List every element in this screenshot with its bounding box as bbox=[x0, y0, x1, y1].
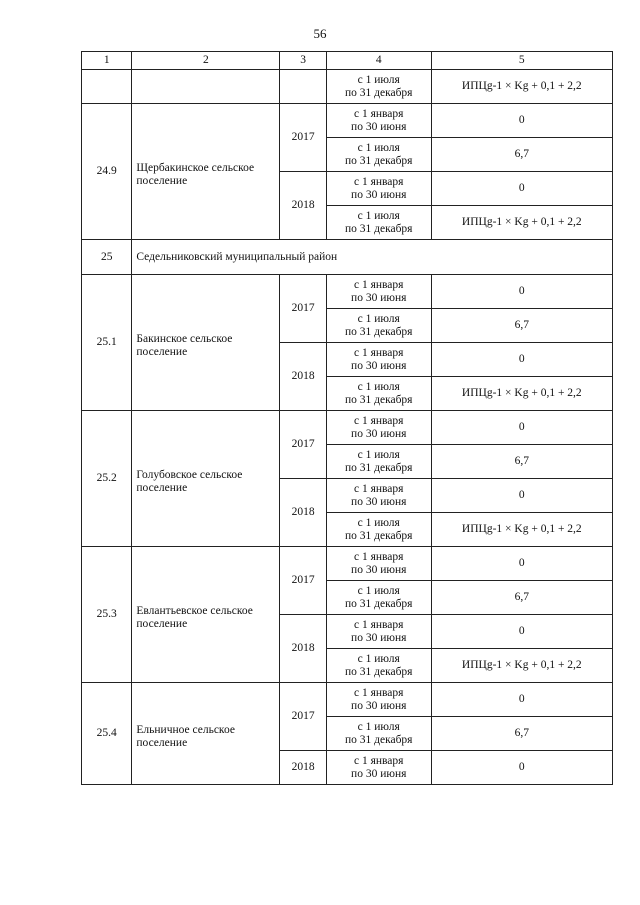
settlement-name-text: Бакинское сельское поселение bbox=[136, 332, 233, 358]
period-cell: с 1 января по 30 июня bbox=[326, 479, 431, 513]
value-cell: 6,7 bbox=[431, 138, 612, 172]
region-row bbox=[82, 240, 613, 275]
table-row bbox=[82, 70, 613, 104]
region-number: 25 bbox=[82, 240, 132, 275]
value-cell: 0 bbox=[431, 479, 612, 513]
table-row bbox=[82, 411, 613, 445]
settlement-name-text: Евлантьевское сельское поселение bbox=[136, 604, 253, 630]
tariff-table bbox=[81, 51, 613, 785]
year-cell: 2017 bbox=[280, 411, 326, 479]
region-name: Седельниковский муниципальный район bbox=[132, 240, 613, 275]
col-header-2: 2 bbox=[132, 52, 280, 70]
settlement-name-text: Голубовское сельское поселение bbox=[136, 468, 243, 494]
period-cell: с 1 июля по 31 декабря bbox=[326, 717, 431, 751]
period-cell: с 1 июля по 31 декабря bbox=[326, 377, 431, 411]
year-cell: 2018 bbox=[280, 751, 326, 785]
cell-num bbox=[82, 70, 132, 104]
year-cell: 2018 bbox=[280, 615, 326, 683]
settlement-number: 25.4 bbox=[82, 683, 132, 785]
cell-year bbox=[280, 70, 326, 104]
col-header-3: 3 bbox=[280, 52, 326, 70]
settlement-name bbox=[132, 683, 280, 785]
settlement-name bbox=[132, 104, 280, 240]
value-cell: ИПЦg-1 × Kg + 0,1 + 2,2 bbox=[431, 513, 612, 547]
settlement-name-text: Ельничное сельское поселение bbox=[136, 723, 235, 749]
col-header-1: 1 bbox=[82, 52, 132, 70]
period-cell: с 1 июля по 31 декабря bbox=[326, 206, 431, 240]
period-cell: с 1 января по 30 июня bbox=[326, 275, 431, 309]
settlement-name bbox=[132, 275, 280, 411]
col-header-5: 5 bbox=[431, 52, 612, 70]
period-cell: с 1 января по 30 июня bbox=[326, 343, 431, 377]
period-cell: с 1 января по 30 июня bbox=[326, 411, 431, 445]
value-cell: 0 bbox=[431, 411, 612, 445]
value-cell: ИПЦg-1 × Kg + 0,1 + 2,2 bbox=[431, 649, 612, 683]
year-cell: 2018 bbox=[280, 343, 326, 411]
year-cell: 2018 bbox=[280, 479, 326, 547]
period-cell: с 1 июля по 31 декабря bbox=[326, 309, 431, 343]
year-cell: 2017 bbox=[280, 683, 326, 751]
period-cell: с 1 июля по 31 декабря bbox=[326, 445, 431, 479]
page-number: 56 bbox=[313, 26, 327, 41]
value-cell: 0 bbox=[431, 751, 612, 785]
year-cell: 2017 bbox=[280, 547, 326, 615]
table-row bbox=[82, 275, 613, 309]
table-row bbox=[82, 683, 613, 717]
period-cell: с 1 января по 30 июня bbox=[326, 547, 431, 581]
value-cell: 6,7 bbox=[431, 581, 612, 615]
value-cell: 6,7 bbox=[431, 445, 612, 479]
settlement-name-text: Щербакинское сельское поселение bbox=[136, 161, 255, 187]
value-cell: 0 bbox=[431, 104, 612, 138]
period-cell: с 1 июля по 31 декабря bbox=[326, 138, 431, 172]
value-cell: 0 bbox=[431, 683, 612, 717]
period-cell: с 1 января по 30 июня bbox=[326, 104, 431, 138]
year-cell: 2017 bbox=[280, 104, 326, 172]
settlement-number: 25.1 bbox=[82, 275, 132, 411]
table-row bbox=[82, 104, 613, 138]
table-row bbox=[82, 547, 613, 581]
settlement-name bbox=[132, 411, 280, 547]
cell-value: ИПЦg-1 × Kg + 0,1 + 2,2 bbox=[431, 70, 612, 104]
year-cell: 2018 bbox=[280, 172, 326, 240]
period-cell: с 1 января по 30 июня bbox=[326, 172, 431, 206]
cell-period: с 1 июля по 31 декабря bbox=[326, 70, 431, 104]
value-cell: 0 bbox=[431, 615, 612, 649]
period-cell: с 1 января по 30 июня bbox=[326, 615, 431, 649]
period-cell: с 1 июля по 31 декабря bbox=[326, 649, 431, 683]
value-cell: ИПЦg-1 × Kg + 0,1 + 2,2 bbox=[431, 206, 612, 240]
period-cell: с 1 января по 30 июня bbox=[326, 751, 431, 785]
header-row bbox=[82, 52, 613, 70]
cell-name bbox=[132, 70, 280, 104]
value-cell: 6,7 bbox=[431, 717, 612, 751]
value-cell: ИПЦg-1 × Kg + 0,1 + 2,2 bbox=[431, 377, 612, 411]
settlement-number: 25.2 bbox=[82, 411, 132, 547]
settlement-number: 24.9 bbox=[82, 104, 132, 240]
settlement-number: 25.3 bbox=[82, 547, 132, 683]
period-cell: с 1 июля по 31 декабря bbox=[326, 513, 431, 547]
period-cell: с 1 июля по 31 декабря bbox=[326, 581, 431, 615]
year-cell: 2017 bbox=[280, 275, 326, 343]
value-cell: 0 bbox=[431, 172, 612, 206]
value-cell: 0 bbox=[431, 275, 612, 309]
value-cell: 6,7 bbox=[431, 309, 612, 343]
value-cell: 0 bbox=[431, 547, 612, 581]
col-header-4: 4 bbox=[326, 52, 431, 70]
value-cell: 0 bbox=[431, 343, 612, 377]
settlement-name bbox=[132, 547, 280, 683]
period-cell: с 1 января по 30 июня bbox=[326, 683, 431, 717]
